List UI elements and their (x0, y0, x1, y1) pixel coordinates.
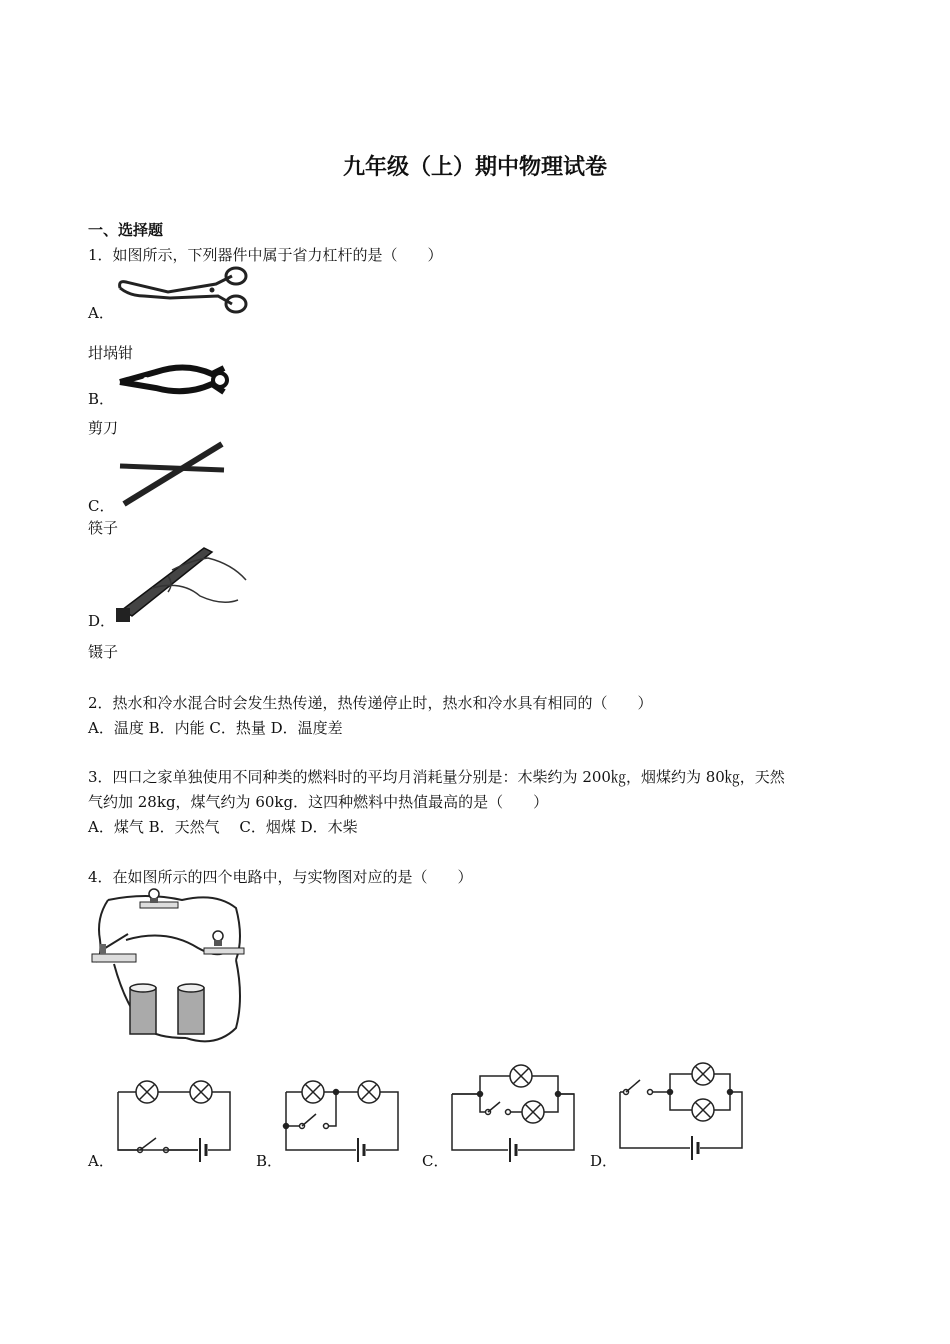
scissors-icon (116, 360, 231, 400)
circuit-diagram-b (284, 1076, 402, 1162)
q4-option-c-label: C． (422, 1152, 449, 1170)
question-3-stem-line-2: 气约加 28kg，煤气约为 60kg．这四种燃料中热值最高的是（ ） (88, 793, 549, 811)
q4-option-a-label: A． (88, 1152, 114, 1170)
q1-option-a-label: A． (88, 304, 114, 322)
q4-option-d-label: D． (590, 1152, 618, 1170)
circuit-diagram-d (618, 1058, 744, 1158)
question-3-stem-line-1: 3．四口之家单独使用不同种类的燃料时的平均月消耗量分别是：木柴约为 200㎏，烟煤约为 80㎏，天然 (88, 768, 785, 786)
physical-circuit-figure (86, 888, 251, 1050)
tweezers-icon (112, 540, 252, 630)
q1-option-c-label: C． (88, 497, 115, 515)
q1-option-d-label: D． (88, 612, 116, 630)
crucible-tongs-icon (116, 266, 251, 318)
section-heading: 一、选择题 (88, 221, 164, 239)
question-3-options: A．煤气 B．天然气 C．烟煤 D．木柴 (88, 818, 358, 836)
q1-option-b-caption: 剪刀 (88, 419, 119, 437)
q1-option-d-caption: 镊子 (88, 643, 119, 661)
q1-option-b-label: B． (88, 390, 115, 408)
chopsticks-icon (116, 440, 231, 510)
question-2-options: A．温度 B．内能 C．热量 D．温度差 (88, 719, 343, 737)
page-title: 九年级（上）期中物理试卷 (342, 155, 607, 180)
circuit-diagram-c (450, 1060, 576, 1160)
question-2-stem: 2．热水和冷水混合时会发生热传递，热传递停止时，热水和冷水具有相同的（ ） (88, 694, 653, 712)
q1-option-a-caption: 坩埚钳 (88, 344, 134, 362)
q1-option-c-caption: 筷子 (88, 519, 119, 537)
q4-option-b-label: B． (256, 1152, 283, 1170)
question-4-stem: 4．在如图所示的四个电路中，与实物图对应的是（ ） (88, 868, 473, 886)
question-1-stem: 1．如图所示，下列器件中属于省力杠杆的是（ ） (88, 246, 443, 264)
circuit-diagram-a (116, 1076, 234, 1162)
